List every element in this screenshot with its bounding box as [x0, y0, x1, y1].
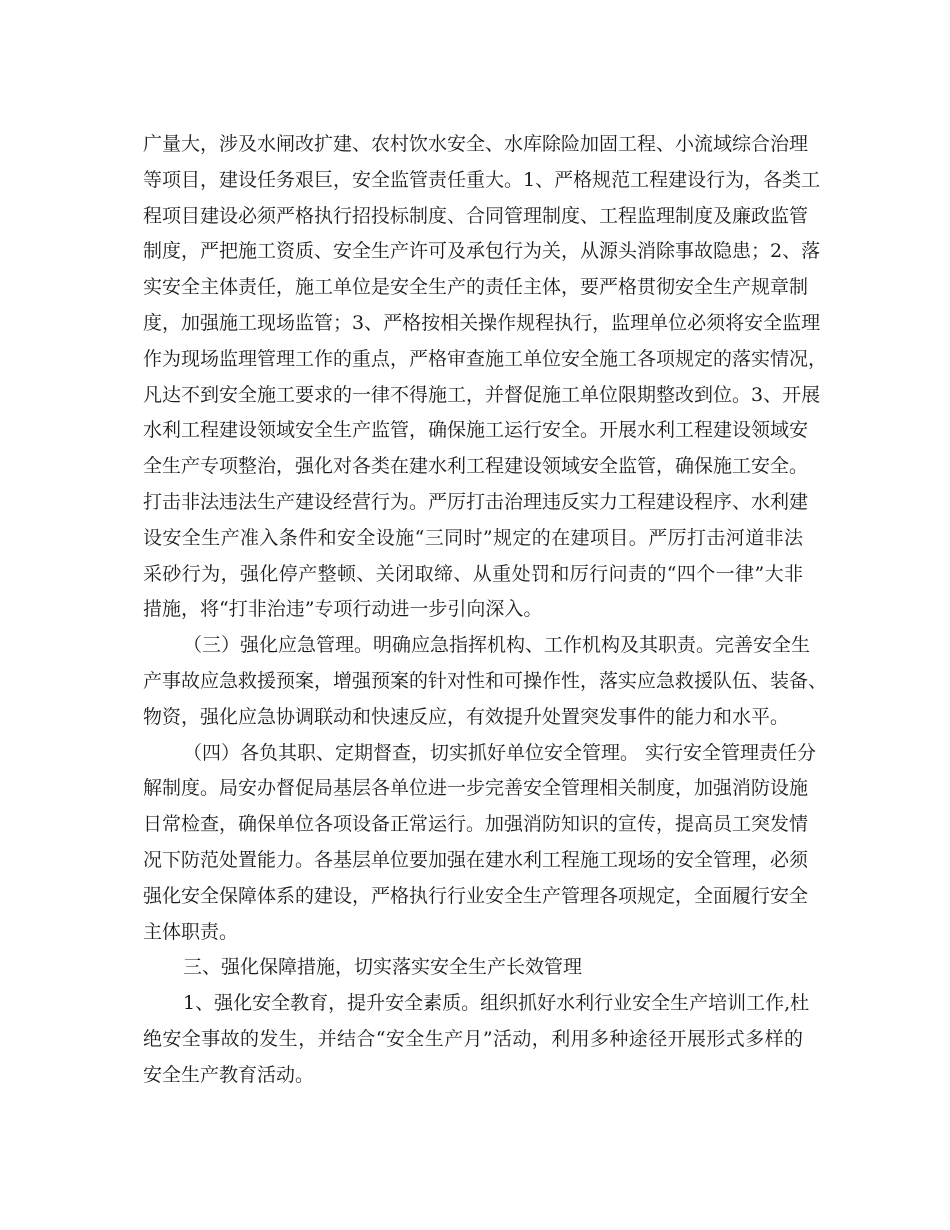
text-line: 程项目建设必须严格执行招投标制度、合同管理制度、工程监理制度及廉政监管: [143, 204, 809, 227]
paragraph: [143, 986, 810, 1093]
text-line: 主体职责。: [143, 920, 239, 943]
text-line: 强化安全保障体系的建设，严格执行行业安全生产管理各项规定，全面履行安全: [143, 884, 809, 907]
text-line: 三、强化保障措施，切实落实安全生产长效管理: [183, 956, 583, 979]
text-line: 打击非法违法生产建设经营行为。严厉打击治理违反实力工程建设程序、水利建: [143, 490, 809, 513]
text-line: 水利工程建设领域安全生产监管，确保施工运行安全。开展水利工程建设领域安: [143, 419, 809, 442]
document-body: [143, 127, 828, 1094]
text-line: （三）强化应急管理。明确应急指挥机构、工作机构及其职责。完善安全生: [183, 634, 811, 657]
text-line: 度，加强施工现场监管；3、严格按相关操作规程执行，监理单位必须将安全监理: [143, 311, 821, 334]
text-line: 绝安全事故的发生，并结合“安全生产月”活动，利用多种途径开展形式多样的: [143, 1027, 803, 1050]
text-line: 制度，严把施工资质、安全生产许可及承包行为关，从源头消除事故隐患；2、落: [143, 240, 821, 263]
text-line: 1、强化安全教育，提升安全素质。组织抓好水利行业安全生产培训工作,杜: [183, 992, 810, 1015]
text-line: 况下防范处置能力。各基层单位要加强在建水利工程施工现场的安全管理，必须: [143, 848, 809, 871]
paragraph: [143, 950, 803, 986]
text-line: 产事故应急救援预案，增强预案的针对性和可操作性，落实应急救援队伍、装备、: [143, 669, 828, 692]
text-line: 解制度。局安办督促局基层各单位进一步完善安全管理相关制度，加强消防设施: [143, 777, 809, 800]
text-line: 日常检查，确保单位各项设备正常运行。加强消防知识的宣传，提高员工突发情: [143, 813, 809, 836]
text-line: 作为现场监理管理工作的重点，严格审查施工单位安全施工各项规定的落实情况，: [143, 347, 828, 370]
text-line: （四）各负其职、定期督查，切实抓好单位安全管理。 实行安全管理责任分: [183, 741, 817, 764]
text-line: 措施，将“打非治违”专项行动进一步引向深入。: [143, 598, 543, 621]
text-line: 广量大，涉及水闸改扩建、农村饮水安全、水库除险加固工程、小流域综合治理: [143, 133, 809, 155]
paragraph: [143, 628, 828, 735]
text-line: 采砂行为，强化停产整顿、关闭取缔、从重处罚和厉行问责的“四个一律”大非: [143, 562, 803, 585]
text-line: 实安全主体责任，施工单位是安全生产的责任主体，要严格贯彻安全生产规章制: [143, 276, 809, 299]
text-line: 凡达不到安全施工要求的一律不得施工，并督促施工单位限期整改到位。3、开展: [143, 383, 821, 406]
text-line: 安全生产教育活动。: [143, 1063, 315, 1086]
paragraph: [143, 127, 828, 628]
paragraph: [143, 736, 817, 951]
text-line: 等项目，建设任务艰巨，安全监管责任重大。1、严格规范工程建设行为，各类工: [143, 168, 821, 191]
text-line: 设安全生产准入条件和安全设施“三同时”规定的在建项目。严厉打击河道非法: [143, 526, 803, 549]
text-line: 物资，强化应急协调联动和快速反应，有效提升处置突发事件的能力和水平。: [143, 705, 790, 728]
text-line: 全生产专项整治，强化对各类在建水利工程建设领域安全监管，确保施工安全。: [143, 455, 809, 478]
